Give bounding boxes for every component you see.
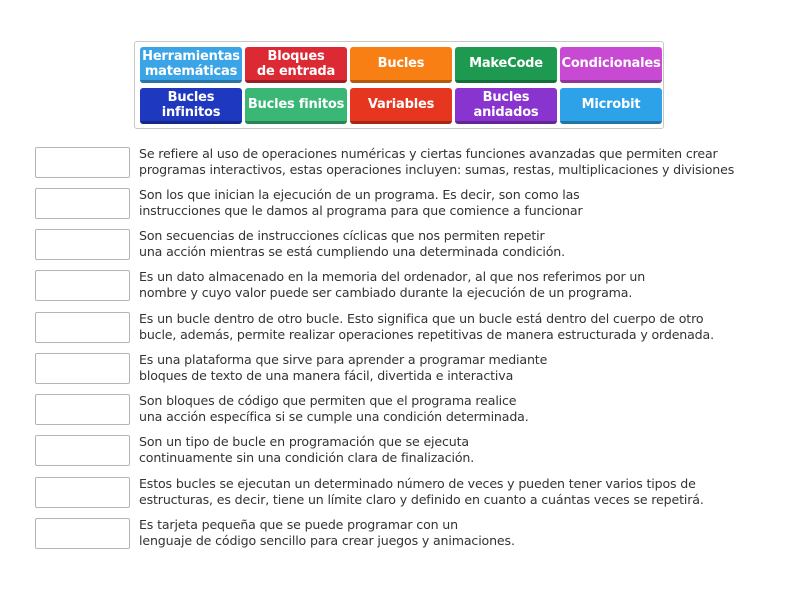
match-row (35, 147, 785, 180)
match-row (35, 270, 785, 303)
description-text: Se refiere al uso de operaciones numéricas y ciertas funciones avanzadas que permiten crear programas interactivos, estas operaciones incluyen: sumas, restas, multiplicaciones y divisiones (139, 146, 735, 177)
tile-variables[interactable]: Variables (350, 88, 452, 124)
description-text: Es un dato almacenado en la memoria del ordenador, al que nos referimos por un nombre y cuyo valor puede ser cambiado durante la ejecución de un programa. (139, 269, 646, 300)
description-text: Son secuencias de instrucciones cíclicas que nos permiten repetir una acción mientras se está cumpliendo una determinada condición. (139, 228, 565, 259)
match-row (35, 394, 785, 427)
match-row (35, 188, 785, 221)
match-row (35, 229, 785, 262)
description-text: Estos bucles se ejecutan un determinado número de veces y pueden tener varios tipos de estructuras, es decir, tiene un límite claro y definido en cuanto a cuántas veces se repetirá. (139, 476, 704, 507)
match-row (35, 312, 785, 345)
tile-bloques-de-entrada[interactable]: Bloques de entrada (245, 47, 347, 83)
tile-bucles[interactable]: Bucles (350, 47, 452, 83)
drop-slot[interactable] (35, 353, 130, 384)
drop-slot[interactable] (35, 270, 130, 301)
match-row (35, 435, 785, 468)
drop-slot[interactable] (35, 188, 130, 219)
description-text: Es tarjeta pequeña que se puede programar con un lenguaje de código sencillo para crear juegos y animaciones. (139, 517, 515, 548)
match-row (35, 477, 785, 510)
drop-slot[interactable] (35, 312, 130, 343)
drop-slot[interactable] (35, 147, 130, 178)
description-text: Es un bucle dentro de otro bucle. Esto significa que un bucle está dentro del cuerpo de otro bucle, además, permite realizar operaciones repetitivas de manera estructurada y ordenada. (139, 311, 714, 342)
tile-herramientas-matematicas[interactable]: Herramientas matemáticas (140, 47, 242, 83)
drop-slot[interactable] (35, 229, 130, 260)
tile-microbit[interactable]: Microbit (560, 88, 662, 124)
answer-bank (134, 41, 664, 129)
drop-slot[interactable] (35, 518, 130, 549)
description-text: Son un tipo de bucle en programación que se ejecuta continuamente sin una condición clara de finalización. (139, 434, 475, 465)
tile-condicionales[interactable]: Condicionales (560, 47, 662, 83)
tile-bucles-anidados[interactable]: Bucles anidados (455, 88, 557, 124)
tile-bucles-finitos[interactable]: Bucles finitos (245, 88, 347, 124)
drop-slot[interactable] (35, 435, 130, 466)
description-text: Es una plataforma que sirve para aprender a programar mediante bloques de texto de una manera fácil, divertida e interactiva (139, 352, 548, 383)
description-text: Son bloques de código que permiten que el programa realice una acción específica si se cumple una condición determinada. (139, 393, 529, 424)
drop-slot[interactable] (35, 477, 130, 508)
description-text: Son los que inician la ejecución de un programa. Es decir, son como las instrucciones que le damos al programa para que comience a funcionar (139, 187, 583, 218)
match-row (35, 353, 785, 386)
tile-makecode[interactable]: MakeCode (455, 47, 557, 83)
match-row (35, 518, 785, 551)
drop-slot[interactable] (35, 394, 130, 425)
tile-bucles-infinitos[interactable]: Bucles infinitos (140, 88, 242, 124)
